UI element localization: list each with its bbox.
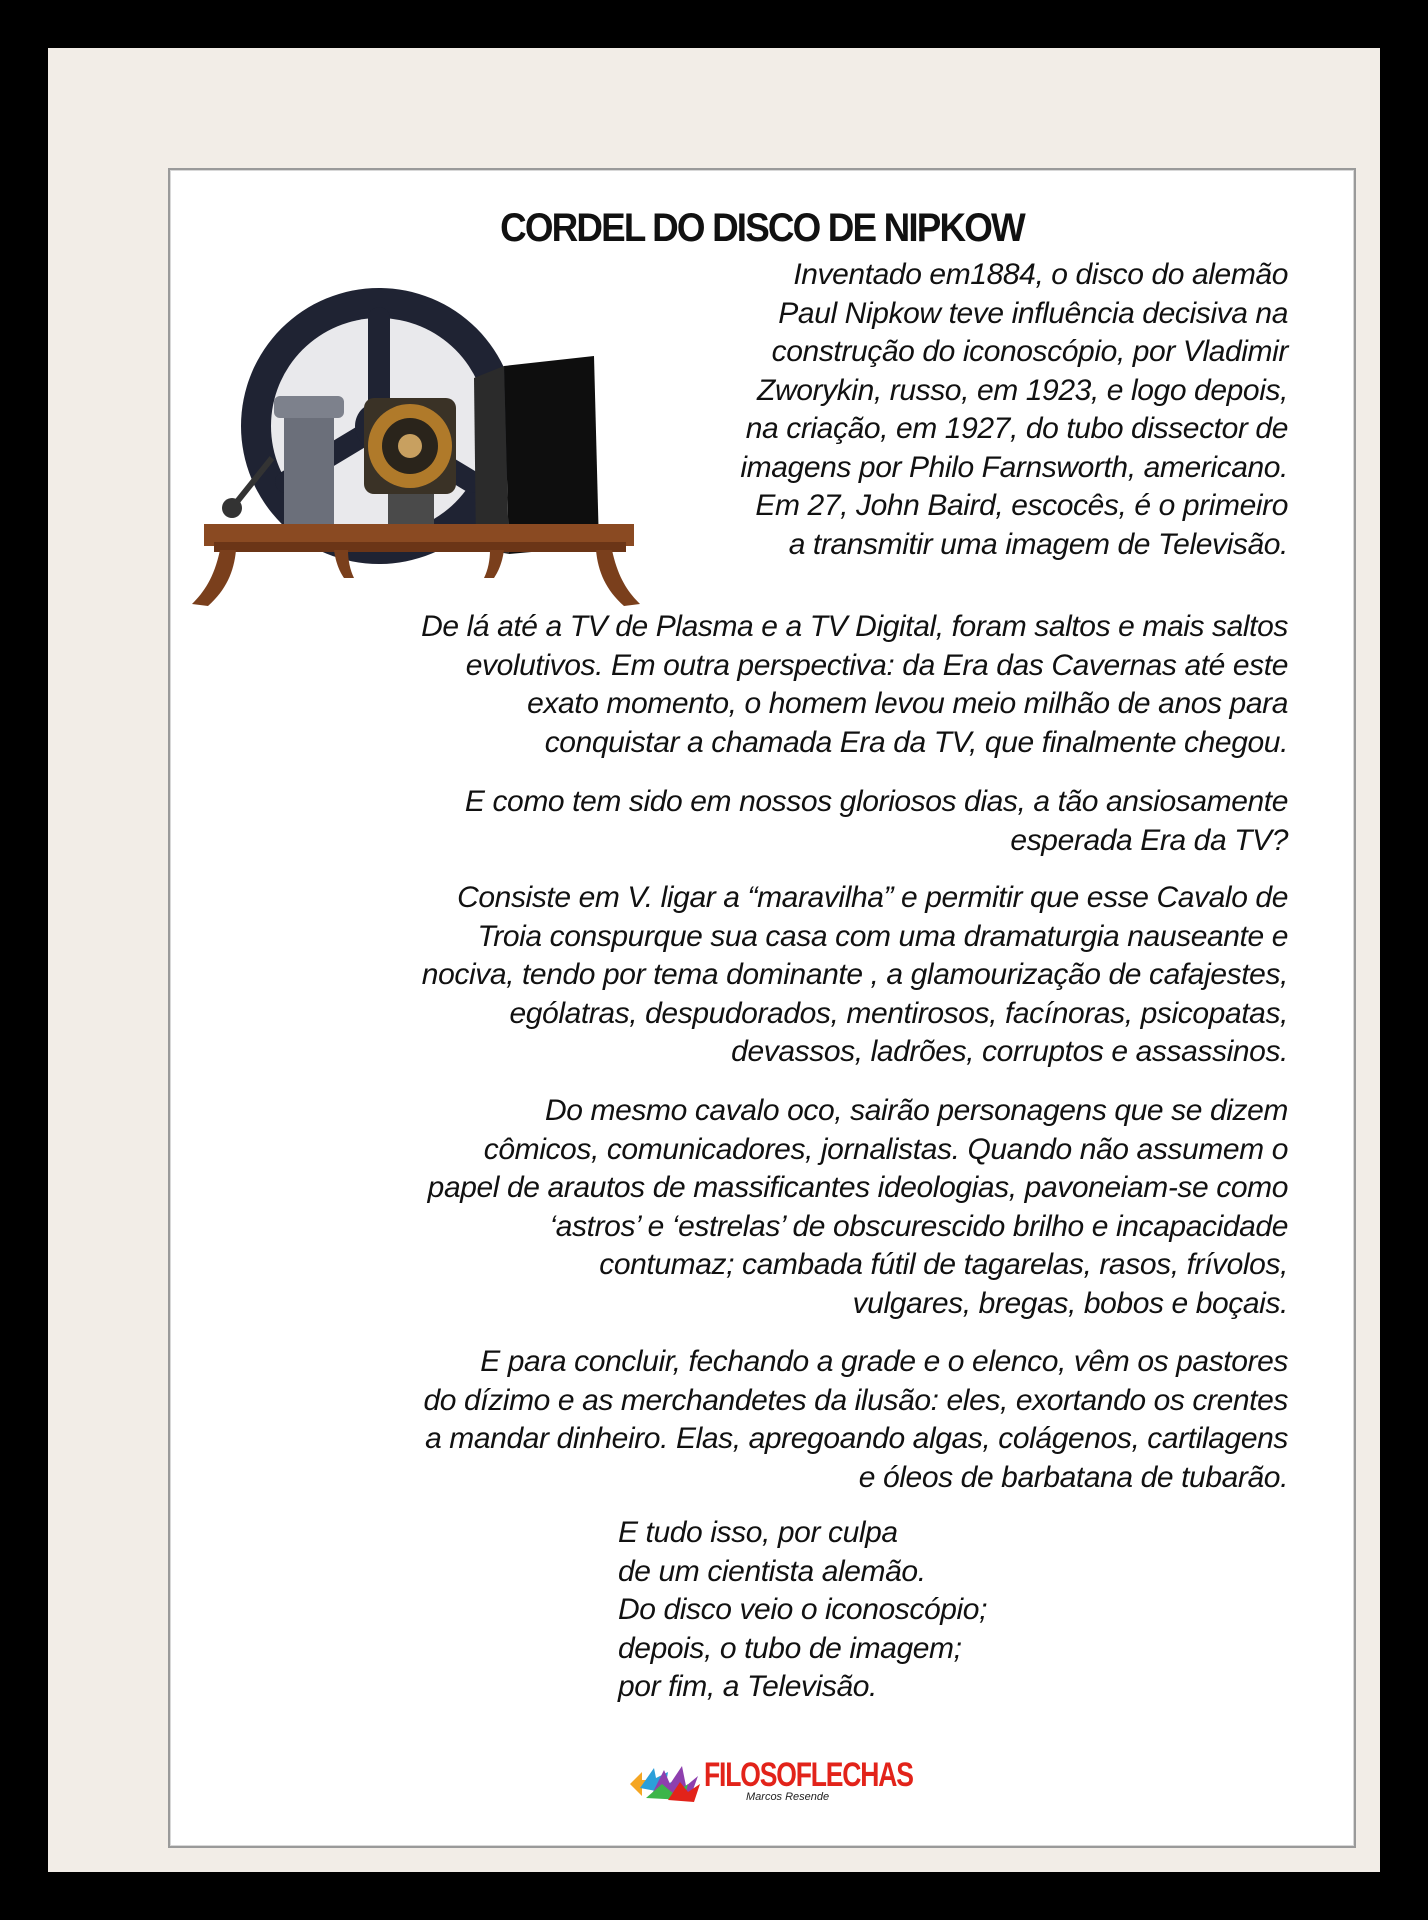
paragraph-conclusion bbox=[423, 1343, 1288, 1497]
text-line: Do mesmo cavalo oco, sairão personagens que se dizem bbox=[545, 1094, 1288, 1127]
picture-frame-mat bbox=[48, 48, 1380, 1872]
text-line: Paul Nipkow teve influência decisiva na bbox=[778, 296, 1288, 330]
text-line: vulgares, bregas, bobos e boçais. bbox=[852, 1286, 1288, 1320]
logo-wordmark: FILOSOFLECHAS bbox=[704, 1756, 913, 1794]
closing-poem bbox=[618, 1514, 987, 1707]
text-line: Troia conspurque sua casa com uma dramaturgia nauseante e bbox=[477, 919, 1288, 953]
text-line: na criação, em 1927, do tubo dissector de bbox=[745, 412, 1288, 445]
document-sheet bbox=[168, 168, 1356, 1848]
text-line: Zworykin, russo, em 1923, e logo depois, bbox=[757, 373, 1288, 407]
text-line: construção do iconoscópio, por Vladimir bbox=[771, 335, 1288, 368]
text-line: a mandar dinheiro. Elas, apregoando algas, colágenos, cartilagens bbox=[425, 1422, 1288, 1455]
paragraph-question bbox=[465, 783, 1288, 860]
text-line: Inventado em1884, o disco do alemão bbox=[793, 258, 1288, 291]
paragraph-evolution bbox=[421, 608, 1288, 762]
logo-author: Marcos Resende bbox=[746, 1791, 830, 1803]
intro-paragraph bbox=[740, 256, 1288, 564]
text-line: contumaz; cambada fútil de tagarelas, rasos, frívolos, bbox=[599, 1248, 1288, 1281]
paragraph-trojan-horse bbox=[422, 879, 1288, 1072]
text-line: cômicos, comunicadores, jornalistas. Quando não assumem o bbox=[483, 1132, 1288, 1166]
text-line: a transmitir uma imagem de Televisão. bbox=[788, 527, 1288, 561]
document-title: CORDEL DO DISCO DE NIPKOW bbox=[500, 206, 1024, 250]
poem-line: Do disco veio o iconoscópio; bbox=[618, 1593, 988, 1626]
text-line: nociva, tendo por tema dominante , a glamourização de cafajestes, bbox=[421, 958, 1288, 991]
text-line: exato momento, o homem levou meio milhão de anos para bbox=[527, 687, 1288, 720]
text-line: devassos, ladrões, corruptos e assassinos. bbox=[731, 1035, 1288, 1068]
poem-line: de um cientista alemão. bbox=[618, 1554, 926, 1588]
poem-line: E tudo isso, por culpa bbox=[618, 1516, 898, 1549]
text-line: E para concluir, fechando a grade e o elenco, vêm os pastores bbox=[480, 1345, 1288, 1378]
text-line: conquistar a chamada Era da TV, que finalmente chegou. bbox=[544, 725, 1288, 759]
paragraph-characters bbox=[428, 1092, 1288, 1323]
text-line: evolutivos. Em outra perspectiva: da Era das Cavernas até este bbox=[465, 648, 1288, 682]
text-line: De lá até a TV de Plasma e a TV Digital, foram saltos e mais saltos bbox=[421, 610, 1288, 643]
poem-line: por fim, a Televisão. bbox=[618, 1670, 877, 1703]
text-line: imagens por Philo Farnsworth, americano. bbox=[740, 450, 1288, 484]
text-line: E como tem sido em nossos gloriosos dias, a tão ansiosamente bbox=[464, 785, 1288, 818]
text-line: do dízimo e as merchandetes da ilusão: eles, exortando os crentes bbox=[423, 1383, 1288, 1417]
text-line: esperada Era da TV? bbox=[1010, 823, 1288, 857]
nipkow-disc-device-illustration bbox=[174, 258, 664, 618]
text-line: Consiste em V. ligar a “maravilha” e permitir que esse Cavalo de bbox=[457, 881, 1288, 914]
text-line: ‘astros’ e ‘estrelas’ de obscurescido brilho e incapacidade bbox=[549, 1209, 1288, 1243]
filosoflechas-logo bbox=[628, 1750, 913, 1810]
poem-line: depois, o tubo de imagem; bbox=[618, 1631, 962, 1665]
text-line: Em 27, John Baird, escocês, é o primeiro bbox=[755, 489, 1288, 522]
colorful-arrows-icon bbox=[628, 1754, 702, 1806]
text-line: ególatras, despudorados, mentirosos, facínoras, psicopatas, bbox=[509, 996, 1288, 1030]
text-line: e óleos de barbatana de tubarão. bbox=[858, 1460, 1288, 1494]
text-line: papel de arautos de massificantes ideologias, pavoneiam-se como bbox=[427, 1171, 1288, 1204]
